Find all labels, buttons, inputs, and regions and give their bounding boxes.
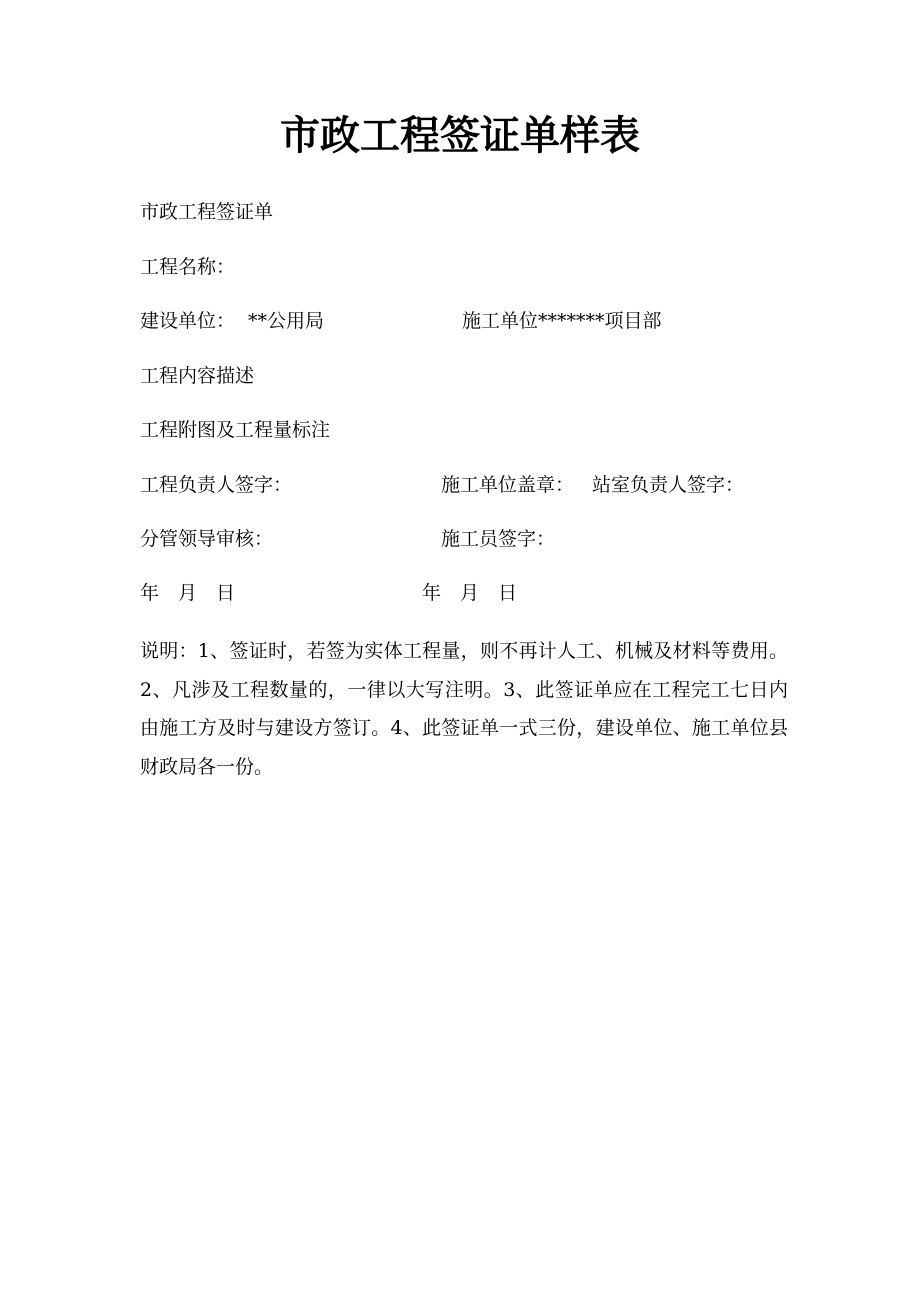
project-name-label: 工程名称： xyxy=(140,256,236,278)
project-lead-sign-label: 工程负责人签字： xyxy=(140,474,293,496)
content-description-label: 工程内容描述 xyxy=(140,365,255,387)
constructor-sign-label: 施工员签字： xyxy=(441,528,556,550)
station-lead-sign-label: 站室负责人签字： xyxy=(592,474,745,496)
date-left: 年 月 日 xyxy=(140,582,236,604)
builder-label: 建设单位： xyxy=(140,310,236,332)
supervisor-review-label: 分管领导审核： xyxy=(140,528,274,550)
document-title: 市政工程签证单样表 xyxy=(280,112,640,159)
form-subtitle: 市政工程签证单 xyxy=(140,201,274,223)
builder-value: **公用局 xyxy=(248,310,325,332)
notes-paragraph: 说明：1、签证时，若签为实体工程量，则不再计人工、机械及材料等费用。2、凡涉及工程数量的，一律以大写注明。3、此签证单应在工程完工七日内由施工方及时与建设方签订。4、此签证单一式三份，建设单位、施工单位县财政局各一份。 xyxy=(140,640,788,778)
contractor-seal-label: 施工单位盖章： xyxy=(441,474,575,496)
contractor-label: 施工单位*******项目部 xyxy=(462,310,662,332)
date-right: 年 月 日 xyxy=(422,582,518,604)
attachments-label: 工程附图及工程量标注 xyxy=(140,419,331,441)
